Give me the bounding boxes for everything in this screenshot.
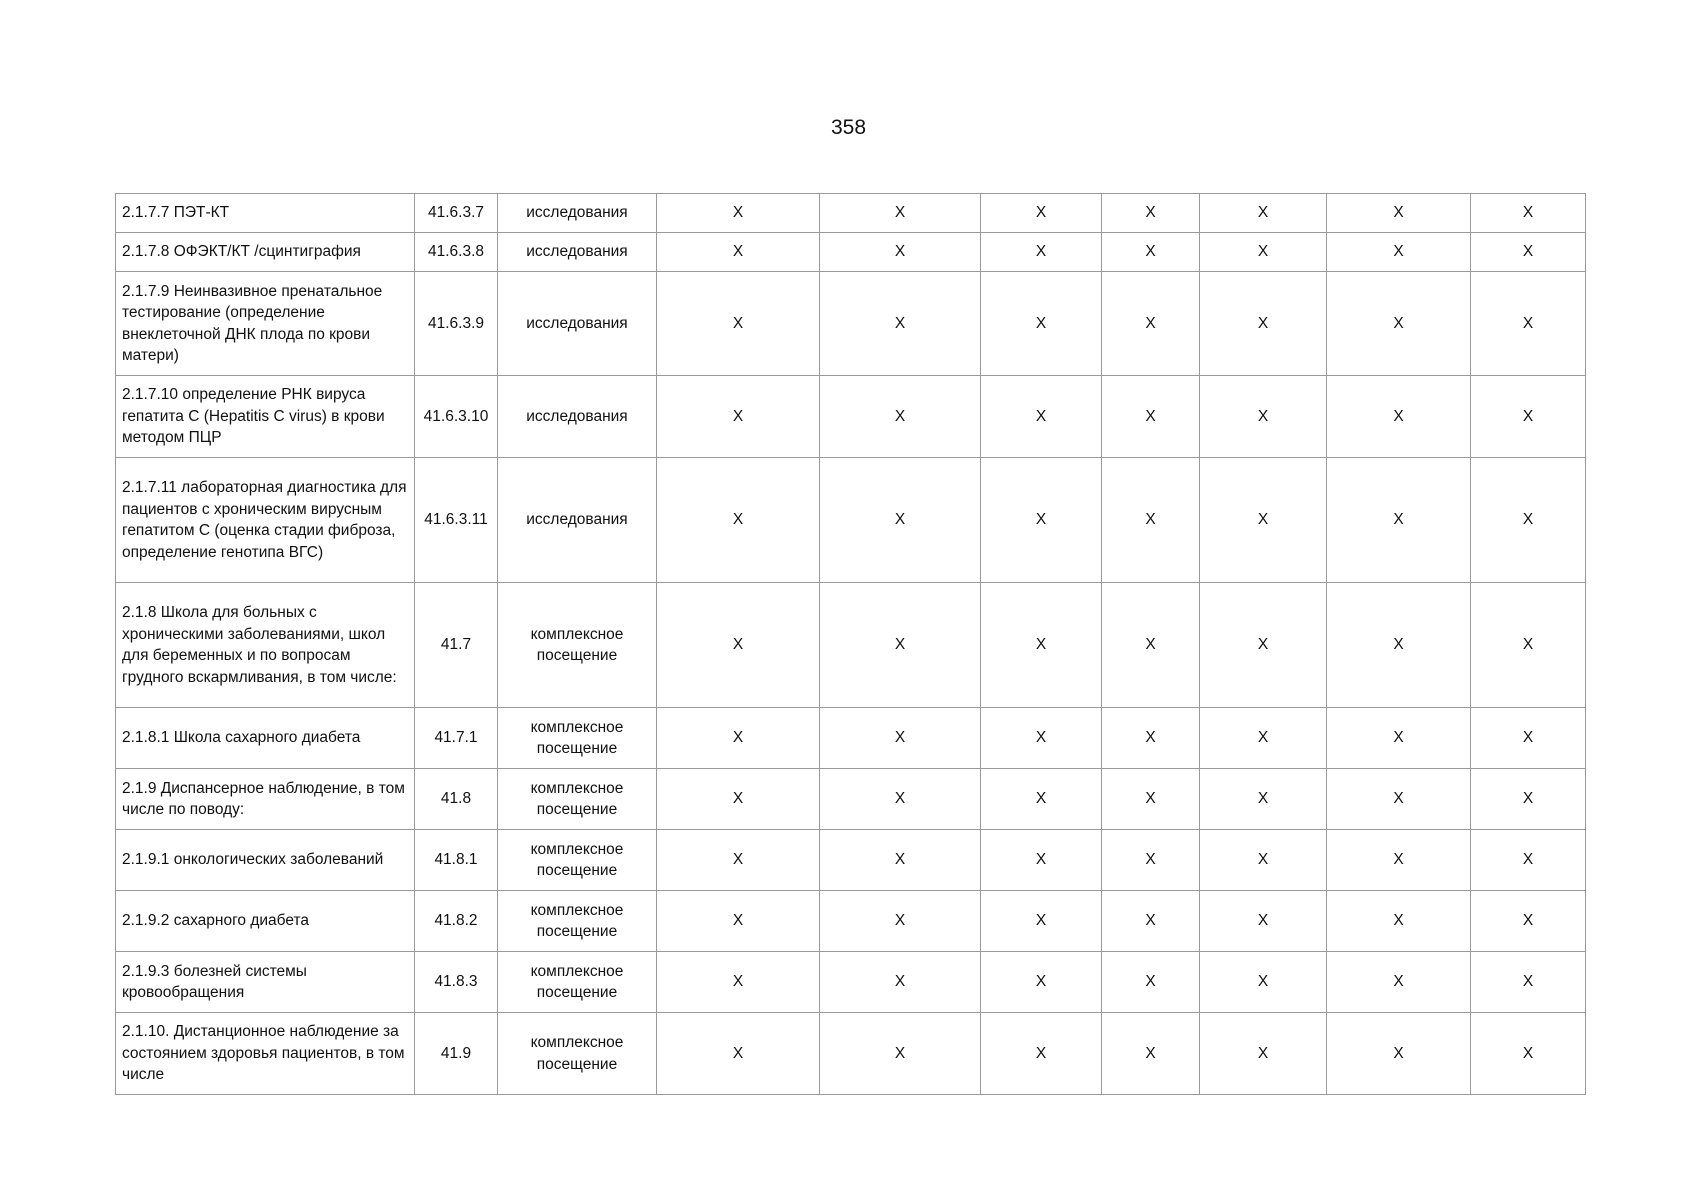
row-code-cell: 41.8 [415, 769, 498, 830]
value-cell: X [657, 769, 820, 830]
row-name-cell: 2.1.7.8 ОФЭКТ/КТ /сцинтиграфия [116, 233, 415, 272]
row-code-cell: 41.6.3.11 [415, 458, 498, 583]
value-cell: X [1471, 769, 1586, 830]
value-cell: X [1102, 952, 1200, 1013]
value-cell: X [657, 376, 820, 458]
table-row [116, 891, 1586, 952]
value-cell: X [1200, 583, 1327, 708]
value-cell: X [1200, 952, 1327, 1013]
table-row [116, 376, 1586, 458]
row-name-cell: 2.1.7.10 определение РНК вируса гепатита С (Hepatitis C virus) в крови методом ПЦР [116, 376, 415, 458]
row-code-cell: 41.6.3.7 [415, 194, 498, 233]
value-cell: X [981, 1013, 1102, 1095]
value-cell: X [657, 830, 820, 891]
table-row [116, 458, 1586, 583]
table-row [116, 708, 1586, 769]
row-unit-cell: комплексное посещение [498, 769, 657, 830]
value-cell: X [1327, 952, 1471, 1013]
value-cell: X [657, 583, 820, 708]
value-cell: X [1471, 708, 1586, 769]
value-cell: X [1102, 376, 1200, 458]
value-cell: X [820, 952, 981, 1013]
value-cell: X [981, 891, 1102, 952]
value-cell: X [1327, 830, 1471, 891]
value-cell: X [1102, 891, 1200, 952]
value-cell: X [1102, 830, 1200, 891]
value-cell: X [1471, 194, 1586, 233]
value-cell: X [981, 194, 1102, 233]
row-name-cell: 2.1.9.1 онкологических заболеваний [116, 830, 415, 891]
value-cell: X [981, 952, 1102, 1013]
value-cell: X [1102, 272, 1200, 376]
row-name-cell: 2.1.8.1 Школа сахарного диабета [116, 708, 415, 769]
value-cell: X [820, 1013, 981, 1095]
table-row [116, 583, 1586, 708]
row-name-cell: 2.1.9 Диспансерное наблюдение, в том числе по поводу: [116, 769, 415, 830]
value-cell: X [1102, 194, 1200, 233]
row-code-cell: 41.7.1 [415, 708, 498, 769]
row-unit-cell: исследования [498, 233, 657, 272]
row-unit-cell: исследования [498, 194, 657, 233]
value-cell: X [820, 583, 981, 708]
value-cell: X [657, 458, 820, 583]
table-row [116, 233, 1586, 272]
value-cell: X [1327, 1013, 1471, 1095]
value-cell: X [820, 376, 981, 458]
row-unit-cell: комплексное посещение [498, 830, 657, 891]
value-cell: X [1327, 272, 1471, 376]
row-code-cell: 41.8.1 [415, 830, 498, 891]
value-cell: X [1102, 458, 1200, 583]
row-name-cell: 2.1.9.2 сахарного диабета [116, 891, 415, 952]
value-cell: X [1471, 233, 1586, 272]
row-name-cell: 2.1.7.9 Неинвазивное пренатальное тестирование (определение внеклеточной ДНК плода по крови матери) [116, 272, 415, 376]
table-row [116, 1013, 1586, 1095]
row-name-cell: 2.1.10. Дистанционное наблюдение за состоянием здоровья пациентов, в том числе [116, 1013, 415, 1095]
row-name-cell: 2.1.7.11 лабораторная диагностика для пациентов с хроническим вирусным гепатитом С (оценка стадии фиброза, определение генотипа ВГС) [116, 458, 415, 583]
row-code-cell: 41.8.2 [415, 891, 498, 952]
row-unit-cell: комплексное посещение [498, 1013, 657, 1095]
value-cell: X [1327, 708, 1471, 769]
value-cell: X [1471, 1013, 1586, 1095]
row-code-cell: 41.6.3.10 [415, 376, 498, 458]
table-row [116, 769, 1586, 830]
value-cell: X [1102, 233, 1200, 272]
value-cell: X [1327, 233, 1471, 272]
value-cell: X [1471, 952, 1586, 1013]
value-cell: X [981, 458, 1102, 583]
value-cell: X [657, 891, 820, 952]
value-cell: X [1471, 891, 1586, 952]
value-cell: X [1471, 830, 1586, 891]
value-cell: X [981, 769, 1102, 830]
value-cell: X [1102, 708, 1200, 769]
value-cell: X [1327, 891, 1471, 952]
table-row [116, 952, 1586, 1013]
value-cell: X [820, 830, 981, 891]
value-cell: X [1102, 583, 1200, 708]
row-unit-cell: комплексное посещение [498, 952, 657, 1013]
row-code-cell: 41.6.3.8 [415, 233, 498, 272]
value-cell: X [1102, 1013, 1200, 1095]
value-cell: X [1102, 769, 1200, 830]
value-cell: X [1200, 233, 1327, 272]
row-code-cell: 41.6.3.9 [415, 272, 498, 376]
table-row [116, 272, 1586, 376]
value-cell: X [1327, 458, 1471, 583]
value-cell: X [820, 891, 981, 952]
row-name-cell: 2.1.9.3 болезней системы кровообращения [116, 952, 415, 1013]
value-cell: X [657, 1013, 820, 1095]
value-cell: X [1471, 583, 1586, 708]
row-unit-cell: исследования [498, 376, 657, 458]
row-name-cell: 2.1.8 Школа для больных с хроническими заболеваниями, школ для беременных и по вопросам грудного вскармливания, в том числе: [116, 583, 415, 708]
value-cell: X [820, 194, 981, 233]
value-cell: X [1327, 194, 1471, 233]
row-code-cell: 41.7 [415, 583, 498, 708]
data-table [115, 193, 1586, 1095]
value-cell: X [820, 272, 981, 376]
value-cell: X [657, 272, 820, 376]
value-cell: X [1200, 891, 1327, 952]
value-cell: X [820, 769, 981, 830]
table-row [116, 194, 1586, 233]
value-cell: X [1327, 769, 1471, 830]
value-cell: X [657, 233, 820, 272]
table-row [116, 830, 1586, 891]
value-cell: X [1200, 194, 1327, 233]
value-cell: X [657, 194, 820, 233]
value-cell: X [820, 458, 981, 583]
value-cell: X [981, 272, 1102, 376]
row-unit-cell: исследования [498, 458, 657, 583]
row-code-cell: 41.9 [415, 1013, 498, 1095]
row-unit-cell: комплексное посещение [498, 583, 657, 708]
value-cell: X [981, 708, 1102, 769]
value-cell: X [1200, 830, 1327, 891]
value-cell: X [1200, 708, 1327, 769]
row-code-cell: 41.8.3 [415, 952, 498, 1013]
value-cell: X [1200, 376, 1327, 458]
value-cell: X [657, 708, 820, 769]
value-cell: X [1327, 376, 1471, 458]
value-cell: X [1200, 458, 1327, 583]
value-cell: X [657, 952, 820, 1013]
value-cell: X [820, 708, 981, 769]
value-cell: X [1200, 272, 1327, 376]
value-cell: X [981, 376, 1102, 458]
value-cell: X [981, 583, 1102, 708]
value-cell: X [1200, 1013, 1327, 1095]
value-cell: X [981, 830, 1102, 891]
value-cell: X [820, 233, 981, 272]
value-cell: X [1471, 458, 1586, 583]
row-unit-cell: исследования [498, 272, 657, 376]
row-name-cell: 2.1.7.7 ПЭТ-КТ [116, 194, 415, 233]
page-number: 358 [830, 116, 867, 139]
value-cell: X [1471, 376, 1586, 458]
value-cell: X [1200, 769, 1327, 830]
row-unit-cell: комплексное посещение [498, 891, 657, 952]
row-unit-cell: комплексное посещение [498, 708, 657, 769]
value-cell: X [1327, 583, 1471, 708]
value-cell: X [981, 233, 1102, 272]
value-cell: X [1471, 272, 1586, 376]
